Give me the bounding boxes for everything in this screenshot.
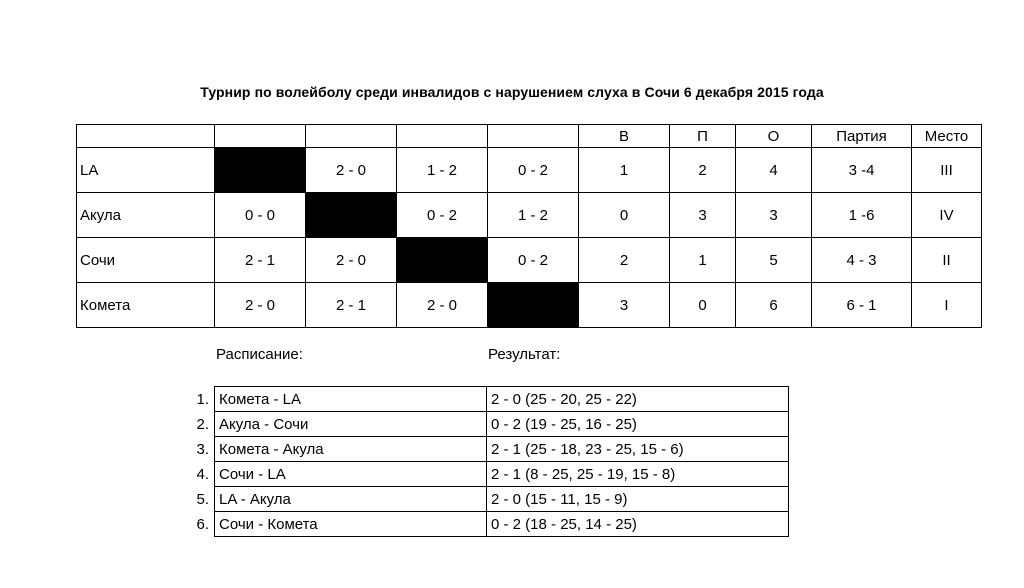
header-wins: В xyxy=(579,125,670,148)
score-cell: 1 - 2 xyxy=(488,193,579,238)
match-number: 5. xyxy=(196,490,209,508)
match-name: Сочи - LA xyxy=(215,462,487,487)
score-cell: 2 - 1 xyxy=(306,283,397,328)
points-cell: 4 xyxy=(736,148,812,193)
sets-cell: 3 -4 xyxy=(812,148,912,193)
match-name: LA - Акула xyxy=(215,487,487,512)
sets-cell: 1 -6 xyxy=(812,193,912,238)
table-row xyxy=(186,462,789,487)
match-name: Сочи - Комета xyxy=(215,512,487,537)
header-cell xyxy=(306,125,397,148)
score-cell: 1 - 2 xyxy=(397,148,488,193)
match-number: 6. xyxy=(196,515,209,533)
standings-header-row xyxy=(77,125,982,148)
losses-cell: 0 xyxy=(670,283,736,328)
points-cell: 6 xyxy=(736,283,812,328)
score-cell: 2 - 0 xyxy=(306,148,397,193)
team-name: LA xyxy=(77,148,215,193)
wins-cell: 1 xyxy=(579,148,670,193)
score-cell: 2 - 0 xyxy=(397,283,488,328)
points-cell: 5 xyxy=(736,238,812,283)
losses-cell: 3 xyxy=(670,193,736,238)
wins-cell: 0 xyxy=(579,193,670,238)
diagonal-blank-cell xyxy=(215,148,306,193)
match-result: 2 - 0 (15 - 11, 15 - 9) xyxy=(487,487,789,512)
match-name: Комета - LA xyxy=(215,387,487,412)
sets-cell: 4 - 3 xyxy=(812,238,912,283)
sets-cell: 6 - 1 xyxy=(812,283,912,328)
table-row xyxy=(77,148,982,193)
points-cell: 3 xyxy=(736,193,812,238)
table-row xyxy=(77,238,982,283)
match-name: Комета - Акула xyxy=(215,437,487,462)
table-row xyxy=(186,437,789,462)
table-row xyxy=(77,193,982,238)
header-place: Место xyxy=(912,125,982,148)
standings-table xyxy=(76,124,982,328)
table-row xyxy=(186,387,789,412)
header-cell xyxy=(488,125,579,148)
match-result: 2 - 1 (25 - 18, 23 - 25, 15 - 6) xyxy=(487,437,789,462)
match-number: 1. xyxy=(196,390,209,408)
place-cell: I xyxy=(912,283,982,328)
match-number: 2. xyxy=(196,415,209,433)
table-row xyxy=(186,512,789,537)
score-cell: 0 - 2 xyxy=(397,193,488,238)
diagonal-blank-cell xyxy=(306,193,397,238)
wins-cell: 2 xyxy=(579,238,670,283)
document-title: Турнир по волейболу среди инвалидов с нарушением слуха в Сочи 6 декабря 2015 года xyxy=(200,84,824,100)
header-points: О xyxy=(736,125,812,148)
table-row xyxy=(77,283,982,328)
score-cell: 0 - 2 xyxy=(488,148,579,193)
team-name: Сочи xyxy=(77,238,215,283)
header-losses: П xyxy=(670,125,736,148)
match-result: 2 - 0 (25 - 20, 25 - 22) xyxy=(487,387,789,412)
match-result: 0 - 2 (19 - 25, 16 - 25) xyxy=(487,412,789,437)
wins-cell: 3 xyxy=(579,283,670,328)
place-cell: II xyxy=(912,238,982,283)
match-number: 4. xyxy=(196,465,209,483)
team-name: Акула xyxy=(77,193,215,238)
header-cell xyxy=(77,125,215,148)
diagonal-blank-cell xyxy=(397,238,488,283)
match-name: Акула - Сочи xyxy=(215,412,487,437)
schedule-table xyxy=(186,386,789,537)
place-cell: IV xyxy=(912,193,982,238)
team-name: Комета xyxy=(77,283,215,328)
score-cell: 2 - 0 xyxy=(306,238,397,283)
result-label: Результат: xyxy=(488,346,561,363)
table-row xyxy=(186,487,789,512)
losses-cell: 2 xyxy=(670,148,736,193)
score-cell: 2 - 0 xyxy=(215,283,306,328)
header-cell xyxy=(215,125,306,148)
match-number: 3. xyxy=(196,440,209,458)
score-cell: 2 - 1 xyxy=(215,238,306,283)
schedule-label: Расписание: xyxy=(216,346,303,363)
diagonal-blank-cell xyxy=(488,283,579,328)
score-cell: 0 - 2 xyxy=(488,238,579,283)
table-row xyxy=(186,412,789,437)
header-cell xyxy=(397,125,488,148)
score-cell: 0 - 0 xyxy=(215,193,306,238)
losses-cell: 1 xyxy=(670,238,736,283)
match-result: 2 - 1 (8 - 25, 25 - 19, 15 - 8) xyxy=(487,462,789,487)
match-result: 0 - 2 (18 - 25, 14 - 25) xyxy=(487,512,789,537)
place-cell: III xyxy=(912,148,982,193)
header-sets: Партия xyxy=(812,125,912,148)
